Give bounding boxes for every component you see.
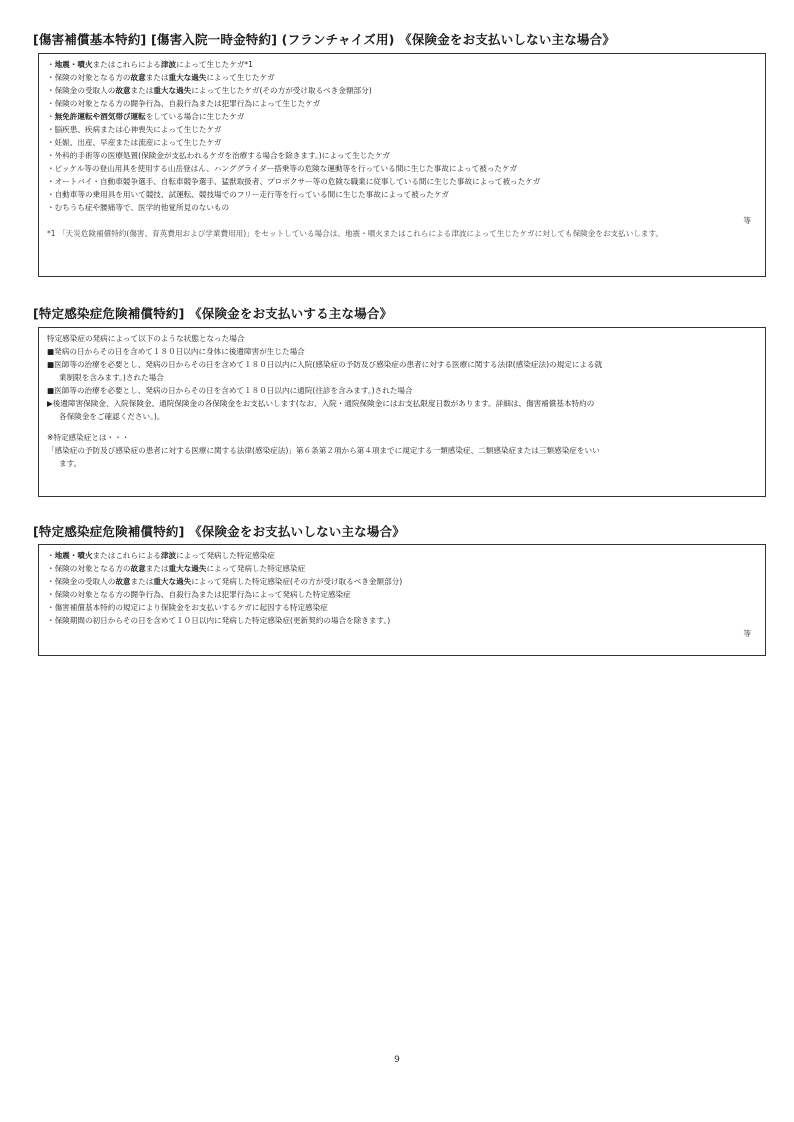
section1-item-list: [47, 58, 757, 214]
section2-note-title: ※特定感染症とは・・・: [47, 433, 130, 442]
emphasis-text: 故意: [130, 564, 146, 573]
item-text: によって生じたケガ*1: [176, 60, 253, 69]
page-number: 9: [394, 1055, 400, 1065]
emphasis-text: 重大な過失: [168, 73, 207, 82]
section3-item: [47, 601, 757, 614]
item-text: ・傷害補償基本特約の規定により保険金をお支払いするケガに起因する特定感染症: [47, 603, 328, 612]
item-text: またはこれらによる: [92, 551, 161, 560]
section1-item: [47, 71, 757, 84]
section1-item: [47, 123, 757, 136]
emphasis-text: 無免許運転や酒気帯び運転: [54, 112, 146, 121]
item-text: ・オートバイ・自動車競争選手、自転車競争選手、猛獣取扱者、プロボクサー等の危険な職業に従事している間に生じた事故によって被ったケガ: [47, 177, 541, 186]
section1-item: [47, 201, 757, 214]
item-text: ・保険金の受取人の: [47, 577, 116, 586]
item-text: またはこれらによる: [92, 60, 161, 69]
section3-item-list: [47, 549, 757, 627]
section1-box: [38, 53, 766, 277]
item-text: または: [145, 564, 169, 573]
item-text: ・保険の対象となる方の闘争行為、自殺行為または犯罪行為によって生じたケガ: [47, 99, 321, 108]
section1-item: [47, 149, 757, 162]
section3-item: [47, 588, 757, 601]
section1-item: [47, 97, 757, 110]
item-text: ・: [47, 112, 55, 121]
emphasis-text: 故意: [115, 577, 131, 586]
item-text: によって生じたケガ(その方が受け取るべき金額部分): [191, 86, 372, 95]
section2-line: ■医師等の治療を必要とし、発病の日からその日を含めて１８０日以内に入院(感染症の予防及び感染症の患者に対する医療に関する法律(感染症法)の規定による就: [47, 360, 603, 369]
item-text: ・: [47, 60, 55, 69]
item-text: によって発病した特定感染症: [206, 564, 306, 573]
section1-etc: 等: [743, 216, 751, 225]
section1-item: [47, 162, 757, 175]
section2-box: [38, 327, 766, 497]
item-text: ・保険の対象となる方の: [47, 73, 131, 82]
item-text: ・むちうち症や腰痛等で、医学的他覚所見のないもの: [47, 203, 230, 212]
section3-etc: 等: [743, 629, 751, 638]
emphasis-text: 津波: [160, 551, 177, 560]
section2-heading: [特定感染症危険補償特約] 《保険金をお支払いする主な場合》: [33, 306, 393, 321]
item-text: ・保険の対象となる方の闘争行為、自殺行為または犯罪行為によって発病した特定感染症: [47, 590, 351, 599]
section2-note-line: ます。: [59, 459, 82, 468]
emphasis-text: 地震・噴火: [54, 60, 93, 69]
emphasis-text: 重大な過失: [168, 564, 207, 573]
section1-item: [47, 188, 757, 201]
emphasis-text: 重大な過失: [153, 577, 192, 586]
spacer: [47, 423, 757, 431]
section2-line: ■医師等の治療を必要とし、発病の日からその日を含めて１８０日以内に通院(往診を含みます。)された場合: [47, 386, 413, 395]
section3-item: [47, 562, 757, 575]
item-text: または: [130, 86, 154, 95]
item-text: ・脳疾患、疾病または心神喪失によって生じたケガ: [47, 125, 222, 134]
item-text: ・保険期間の初日からその日を含めて１０日以内に発病した特定感染症(更新契約の場合を除きます。): [47, 616, 391, 625]
section2-line: 各保険金をご確認ください。)。: [59, 412, 165, 421]
section2-line: ▶後遺障害保険金、入院保険金、通院保険金の各保険金をお支払いします(なお、入院・通院保険金にはお支払限度日数があります。詳細は、傷害補償基本特約の: [47, 399, 595, 408]
section1-heading: [傷害補償基本特約] [傷害入院一時金特約] (フランチャイズ用) 《保険金をお支払いしない主な場合》: [33, 32, 616, 47]
item-text: によって発病した特定感染症(その方が受け取るべき金額部分): [191, 577, 403, 586]
item-text: ・: [47, 551, 55, 560]
item-text: ・保険の対象となる方の: [47, 564, 131, 573]
section1-item: [47, 58, 757, 71]
section3-item: [47, 614, 757, 627]
section1-footnote: *1 「天災危険補償特約(傷害、育英費用および学業費用用)」をセットしている場合は、地震・噴火またはこれらによる津波によって生じたケガに対しても保険金をお支払いします。: [47, 229, 664, 238]
section1-item: [47, 175, 757, 188]
item-text: ・妊娠、出産、早産または流産によって生じたケガ: [47, 138, 222, 147]
item-text: ・外科的手術等の医療処置(保険金が支払われるケガを治療する場合を除きます。)によって生じたケガ: [47, 151, 390, 160]
section1-item: [47, 136, 757, 149]
item-text: によって発病した特定感染症: [176, 551, 275, 560]
emphasis-text: 故意: [115, 86, 131, 95]
section2-line: 特定感染症の発病によって以下のような状態となった場合: [47, 334, 245, 343]
emphasis-text: 重大な過失: [153, 86, 192, 95]
section2-line: ■発病の日からその日を含めて１８０日以内に身体に後遺障害が生じた場合: [47, 347, 305, 356]
emphasis-text: 故意: [130, 73, 146, 82]
item-text: ・保険金の受取人の: [47, 86, 116, 95]
section3-item: [47, 549, 757, 562]
section3-box: [38, 544, 766, 656]
section1-item: [47, 110, 757, 123]
section3-heading: [特定感染症危険補償特約] 《保険金をお支払いしない主な場合》: [33, 524, 405, 539]
section3-item: [47, 575, 757, 588]
item-text: ・自動車等の乗用具を用いて競技、試運転、競技場でのフリー走行等を行っている間に生じた事故によって被ったケガ: [47, 190, 450, 199]
section1-item: [47, 84, 757, 97]
item-text: をしている場合に生じたケガ: [145, 112, 245, 121]
item-text: ・ピッケル等の登山用具を使用する山岳登はん、ハンググライダー搭乗等の危険な運動等を行っている間に生じた事故によって被ったケガ: [47, 164, 518, 173]
item-text: によって生じたケガ: [206, 73, 275, 82]
emphasis-text: 地震・噴火: [54, 551, 93, 560]
item-text: または: [145, 73, 169, 82]
item-text: または: [130, 577, 154, 586]
section2-line: 業制限を含みます。)された場合: [59, 373, 164, 382]
section2-note-line: 「感染症の予防及び感染症の患者に対する医療に関する法律(感染症法)」第６条第２項から第４項までに規定する一類感染症、二類感染症または三類感染症をいい: [47, 446, 600, 455]
emphasis-text: 津波: [160, 60, 177, 69]
